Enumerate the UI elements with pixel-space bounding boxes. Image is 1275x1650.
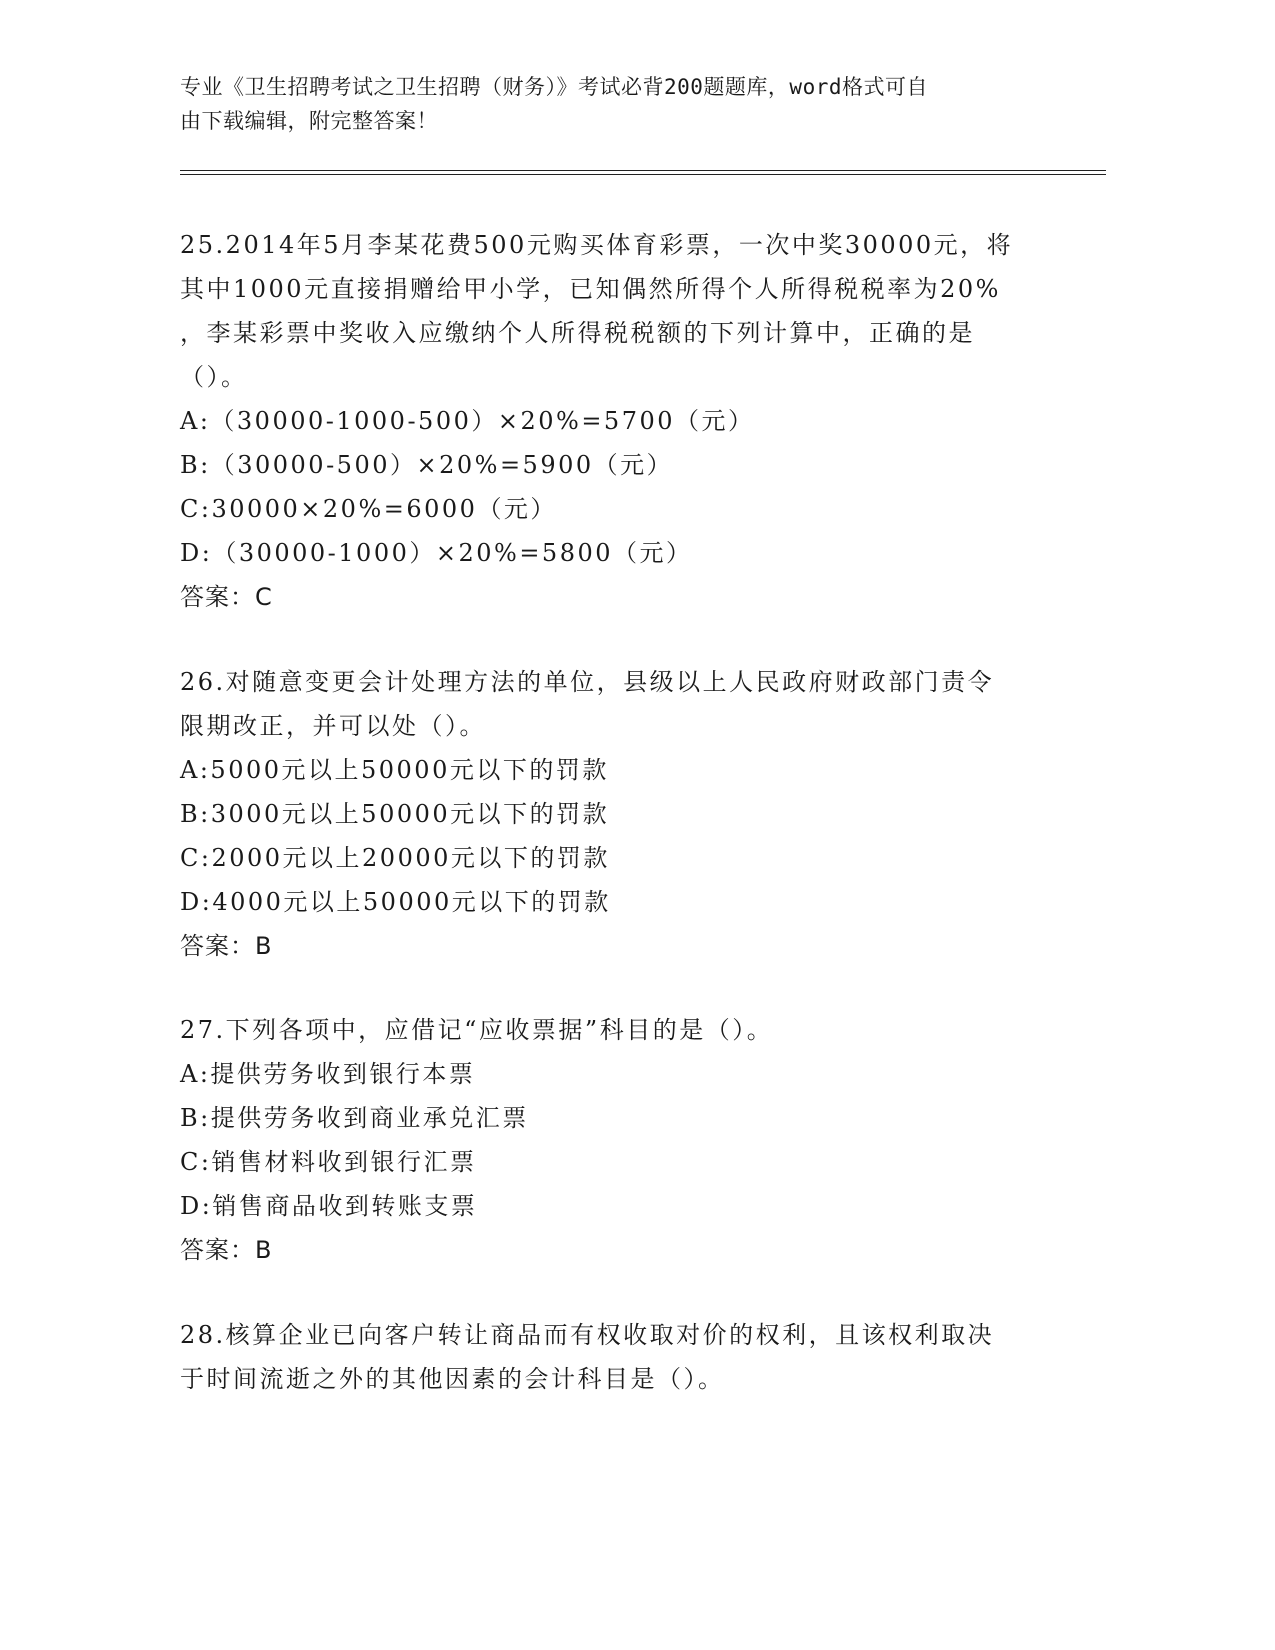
question-stem-line: 其中1000元直接捐赠给甲小学，已知偶然所得个人所得税税率为20% — [180, 275, 1001, 303]
question-25 — [180, 223, 1040, 619]
header-line-1: 专业《卫生招聘考试之卫生招聘（财务）》考试必背200题题库，word格式可自 — [180, 75, 928, 99]
option-d: D:销售商品收到转账支票 — [180, 1192, 478, 1220]
question-stem-line: 限期改正，并可以处（）。 — [180, 712, 486, 740]
option-d: D:（30000-1000）×20%=5800（元） — [180, 539, 693, 567]
answer-label: 答案：C — [180, 583, 273, 611]
question-stem-line: 28.核算企业已向客户转让商品而有权收取对价的权利，且该权利取决 — [180, 1321, 995, 1349]
question-stem-line: 26.对随意变更会计处理方法的单位，县级以上人民政府财政部门责令 — [180, 668, 995, 696]
question-stem-line: 25.2014年5月李某花费500元购买体育彩票，一次中奖30000元，将 — [180, 231, 1014, 259]
option-a: A:提供劳务收到银行本票 — [180, 1060, 476, 1088]
document-header — [180, 70, 1030, 138]
header-line-2: 由下载编辑，附完整答案！ — [180, 109, 438, 133]
option-b: B:提供劳务收到商业承兑汇票 — [180, 1104, 529, 1132]
question-stem-line: （）。 — [180, 363, 248, 391]
question-28 — [180, 1313, 1040, 1401]
question-stem-line: 于时间流逝之外的其他因素的会计科目是（）。 — [180, 1365, 725, 1393]
option-d: D:4000元以上50000元以下的罚款 — [180, 888, 611, 916]
question-26 — [180, 660, 1040, 968]
option-c: C:销售材料收到银行汇票 — [180, 1148, 477, 1176]
question-27 — [180, 1008, 1040, 1272]
header-divider — [180, 170, 1106, 175]
question-stem-line: ，李某彩票中奖收入应缴纳个人所得税税额的下列计算中，正确的是 — [180, 319, 975, 347]
option-c: C:30000×20%=6000（元） — [180, 495, 557, 523]
question-stem-line: 27.下列各项中，应借记“应收票据”科目的是（）。 — [180, 1016, 774, 1044]
option-a: A:5000元以上50000元以下的罚款 — [180, 756, 609, 784]
option-a: A:（30000-1000-500）×20%=5700（元） — [180, 407, 755, 435]
option-b: B:（30000-500）×20%=5900（元） — [180, 451, 674, 479]
answer-label: 答案：B — [180, 932, 273, 960]
answer-label: 答案：B — [180, 1236, 273, 1264]
option-c: C:2000元以上20000元以下的罚款 — [180, 844, 610, 872]
option-b: B:3000元以上50000元以下的罚款 — [180, 800, 610, 828]
